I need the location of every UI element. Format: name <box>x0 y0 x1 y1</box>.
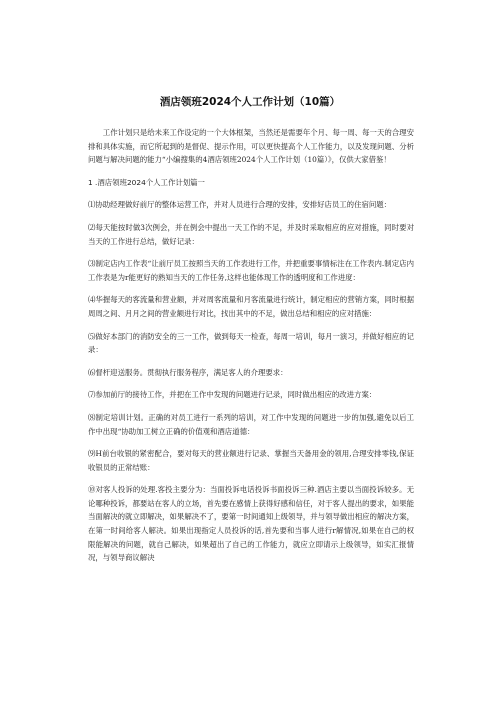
list-item: ⑹督杆迎送服务。贯彻执行服务程序，满足客人的介理要求： <box>88 367 288 377</box>
list-item: ⑷华握每天的客流量和营业额，并对周客流量和月客流量进行统计，制定相应的营销方案，同时根据周周之间、月月之间的营业额进行对比，找出其中的不足，做出总结和相应的应对措施： <box>88 295 414 318</box>
intro-paragraph: 工作计划只是给未来工作设定的一个大体框架，当然还是需要年个月、每一周、每一天的合理安排和具体实施，而它所起到的是督促、提示作用，可以更快提高个人工作能力，以及发现问题、分析问题与解决问题的能力“小编搜集的4酒店领班2024个人工作计划（10篇）》，仅供大家借鉴！ <box>88 128 414 165</box>
list-item: ⑻制定培训计划。正确的对员工进行一系列的培训，对工作中发现的问题进一步的加强,避免以后工作中出现“协助加工树立正确的价值观和酒店道德： <box>88 412 414 436</box>
document-title: 酒店领班2024个人工作计划（10篇） <box>159 96 341 108</box>
document-body <box>88 126 414 574</box>
list-item: ⑴协助经理做好前厅的整体运营工作，并对人员进行合理的安排，安排好店员工的住宿问题： <box>88 200 392 210</box>
list-item: ⑺参加前厅的接待工作，并把在工作中发现的问题进行记录，同时做出相应的改进方案： <box>88 390 377 400</box>
list-item: ⑶制定店内工作表“让前厅员工按照当天的工作表进行工作，并把重要事情标注在工作表内.制定店内工作表是为r能更好的熟知当天的工作任务,这样也能体现工作的透明度和工作进度： <box>88 259 414 282</box>
list-item: ⑩对客人投诉的处理.客投主要分为：当面投诉电话投诉书面投诉三种.酒店主要以当面投诉较多。无论哪种投诉，都要站在客人的立场，首先要在感情上获得好感和信任，对于客人提出的要求，如果能当面解决的就立即解决，如果解决不了，要第一时间通知上级领导，并与领导做出相应的解决方案，在第一时间给客人解决。如果出现指定人员投诉的话,首先要和当事人进行r解情况,如果在自己的权限能解决的问题，就自己解决，如果超出了自己的工作能力，就应立即请示上级领导，如实汇报情况，与领导商议解决 <box>88 485 414 563</box>
list-item: ⑵每天能按时做3次例会，并在例会中提出一天工作的不足，并及时采取相应的应对措施，同时要对当天的工作进行总结，做好记录： <box>88 222 414 246</box>
section-heading: 1 .酒店领班2024个人工作计划篇一 <box>88 177 205 187</box>
list-item: ⑸做好本部门的消防安全的三一工作，做到每天一检查，每周一培训，每月一演习，并做好相应的记录： <box>88 331 414 355</box>
list-item: ⑼H前台收银的紧密配合，要对每天的营业额进行记录、掌握当天备用金的领用,合理安排零钱,保证收银员的正常结账： <box>88 449 414 472</box>
